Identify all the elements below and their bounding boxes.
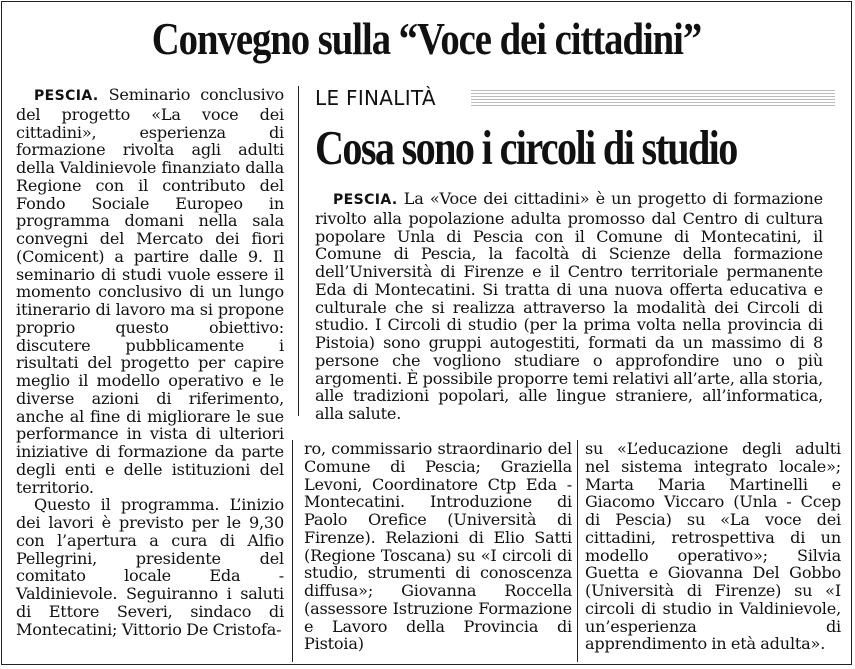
article-column-2	[304, 440, 572, 653]
article-program-paragraph: Questo il programma. L’inizio dei lavori è previsto per le 9,30 con l’apertura a cura di Alfio Pellegrini, presidente del comitato locale Eda - Valdinievole. Seguiranno i saluti di Ettore Severi, sindaco di Montecatini; Vittorio De Cristofa-	[16, 495, 284, 639]
article-program-end: su «L’educazione degli adulti nel sistema integrato locale»; Marta Maria Martinelli e Giacomo Viccaro (Unla - Ccep di Pescia) su «La voce dei cittadini, retrospettiva di un modello operativo»; Silvia Guetta e Giovanna Del Gobbo (Università di Firenze) su «I circoli di studio in Valdinievole, un’esperienza di apprendimento in età adulta».	[585, 439, 841, 654]
article-program-continued: ro, commissario straordinario del Comune di Pescia; Graziella Levoni, Coordinatore Ctp Eda - Montecatini. Introduzione di Paolo Orefice (Università di Firenze). Relazioni di Elio Satti (Regione Toscana) su «I circoli di studio, strumenti di conoscenza diffusa»; Giovanna Roccella (assessore Istruzione Formazione e Lavoro della Provincia di Pistoia)	[304, 439, 572, 654]
sidebar-kicker: LE FINALITÀ	[315, 86, 444, 110]
kicker-rule	[471, 90, 835, 106]
sidebar-dateline: PESCIA.	[333, 192, 398, 208]
sidebar-box	[298, 86, 839, 423]
sidebar-title: Cosa sono i circoli di studio	[315, 120, 737, 175]
headline: Convegno sulla “Voce dei cittadini”	[151, 14, 702, 64]
newspaper-clipping	[1, 1, 852, 665]
sidebar-body	[315, 190, 823, 423]
column-divider-2	[577, 440, 578, 662]
column-divider-1	[292, 440, 293, 662]
sidebar-body-text: La «Voce dei cittadini» è un progetto di formazione rivolto alla popolazione adulta promosso dal Centro di cultura popolare Unla di Pescia con il Comune di Montecatini, il Comune di Pescia, la facoltà di Scienze della formazione dell’Università di Firenze e il Centro territoriale permanente Eda di Montecatini. Si tratta di una nuova offerta educativa e culturale che si realizza attraverso la modalità dei Circoli di studio. I Circoli di studio (per la prima volta nella provincia di Pistoia) sono gruppi autogestiti, formati da un massimo di 8 persone che vogliono studiare o approfondire uno o più argomenti. È possibile proporre temi relativi all’arte, alla storia, alle tradizioni popolari, alle lingue straniere, all’informatica, alla salute.	[315, 189, 823, 423]
article-dateline: PESCIA.	[34, 88, 99, 104]
sidebar-paragraph	[315, 190, 823, 423]
article-column-3	[585, 440, 841, 653]
article-lead-text: Seminario conclusivo del progetto «La voce dei cittadini», esperienza di formazione rivolta agli adulti della Valdinievole finanziato dalla Regione con il contributo del Fondo Sociale Europeo in programma domani nella sala convegni del Mercato dei fiori (Comicent) a partire dalle 9. Il seminario di studi vuole essere il momento conclusivo di un lungo itinerario di lavoro ma si propone proprio questo obiettivo: discutere pubblicamente i risultati del progetto per capire meglio il modello operativo e le diverse azioni di riferimento, anche al fine di migliorare le sue performance in vista di ulteriori iniziative di formazione da parte degli enti e delle istituzioni del territorio.	[16, 85, 284, 497]
article-column-1	[16, 86, 284, 638]
article-lead-paragraph	[16, 86, 284, 496]
